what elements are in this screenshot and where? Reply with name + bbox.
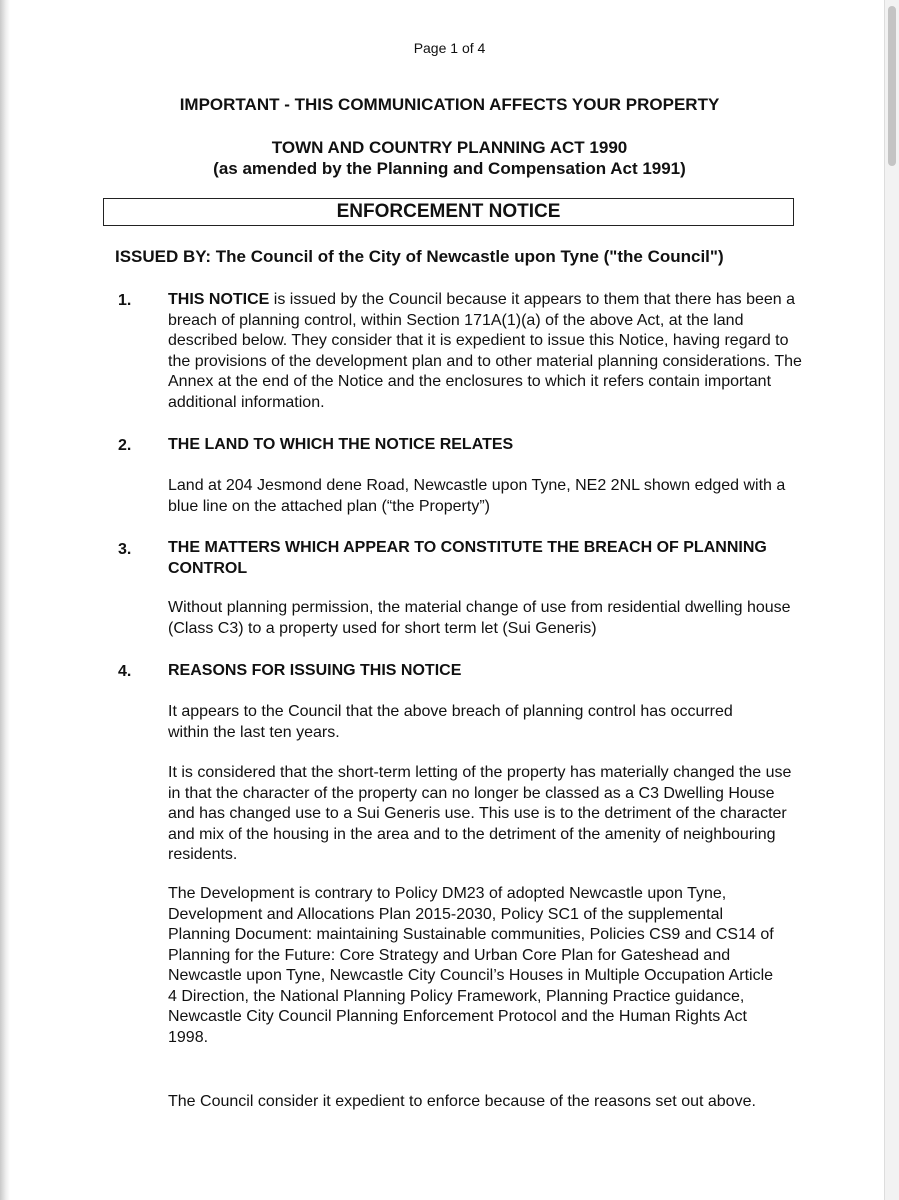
issued-by: ISSUED BY: The Council of the City of Newcastle upon Tyne ("the Council") bbox=[115, 247, 724, 266]
page-edge-shadow bbox=[0, 0, 10, 1200]
notice-title-box bbox=[103, 198, 794, 226]
section-4-paragraph-4: The Council consider it expedient to enforce because of the reasons set out above. bbox=[168, 1093, 756, 1110]
section-1-body: is issued by the Council because it appears to them that there has been a breach of planning control, within Section 171A(1)(a) of the above Act, at the land described below. They consider that it is expedient to issue this Notice, having regard to the provisions of the development plan and to other material planning considerations. The Annex at the end of the Notice and the enclosures to which it refers contain important additional information. bbox=[168, 291, 802, 411]
section-3-number: 3. bbox=[118, 541, 132, 558]
section-4-paragraph-2: It is considered that the short-term letting of the property has materially changed the use in that the character of the property can no longer be classed as a C3 Dwelling House and has changed use to a Sui Generis use. This use is to the detriment of the character and mix of the housing in the area and to the detriment of the amenity of neighbouring residents. bbox=[168, 764, 792, 863]
section-4-number: 4. bbox=[118, 663, 132, 680]
section-2-heading: THE LAND TO WHICH THE NOTICE RELATES bbox=[168, 436, 514, 453]
section-1-number: 1. bbox=[118, 292, 132, 309]
scrollbar[interactable] bbox=[884, 0, 899, 1200]
important-heading: IMPORTANT - THIS COMMUNICATION AFFECTS YOUR PROPERTY bbox=[179, 95, 720, 114]
amended-heading: (as amended by the Planning and Compensation Act 1991) bbox=[213, 159, 686, 178]
section-4-paragraph-3: The Development is contrary to Policy DM23 of adopted Newcastle upon Tyne, Development and Allocations Plan 2015-2030, Policy SC1 of the supplemental Planning Document: maintaining Sustainable communities, Policies CS9 and CS14 of Planning for the Future: Core Strategy and Urban Core Plan for Gateshead and Newcastle upon Tyne, Newcastle City Council’s Houses in Multiple Occupation Article 4 Direction, the National Planning Policy Framework, Planning Practice guidance, Newcastle City Council Planning Enforcement Protocol and the Human Rights Act 1998. bbox=[168, 885, 774, 1046]
section-4-paragraph-1: It appears to the Council that the above breach of planning control has occurred within the last ten years. bbox=[168, 703, 733, 741]
section-4-heading: REASONS FOR ISSUING THIS NOTICE bbox=[168, 662, 462, 679]
act-heading: TOWN AND COUNTRY PLANNING ACT 1990 bbox=[271, 138, 628, 157]
section-1-lead: THIS NOTICE bbox=[168, 291, 270, 308]
section-1-text bbox=[168, 290, 808, 413]
notice-title: ENFORCEMENT NOTICE bbox=[336, 201, 561, 222]
section-3-body: Without planning permission, the material change of use from residential dwelling house (Class C3) to a property used for short term let (Sui Generis) bbox=[168, 599, 791, 637]
section-2-body: Land at 204 Jesmond dene Road, Newcastle upon Tyne, NE2 2NL shown edged with a blue line on the attached plan (“the Property”) bbox=[168, 477, 786, 515]
section-3-heading: THE MATTERS WHICH APPEAR TO CONSTITUTE THE BREACH OF PLANNING CONTROL bbox=[168, 539, 767, 577]
section-2-number: 2. bbox=[118, 437, 132, 454]
page-number: Page 1 of 4 bbox=[413, 40, 486, 56]
